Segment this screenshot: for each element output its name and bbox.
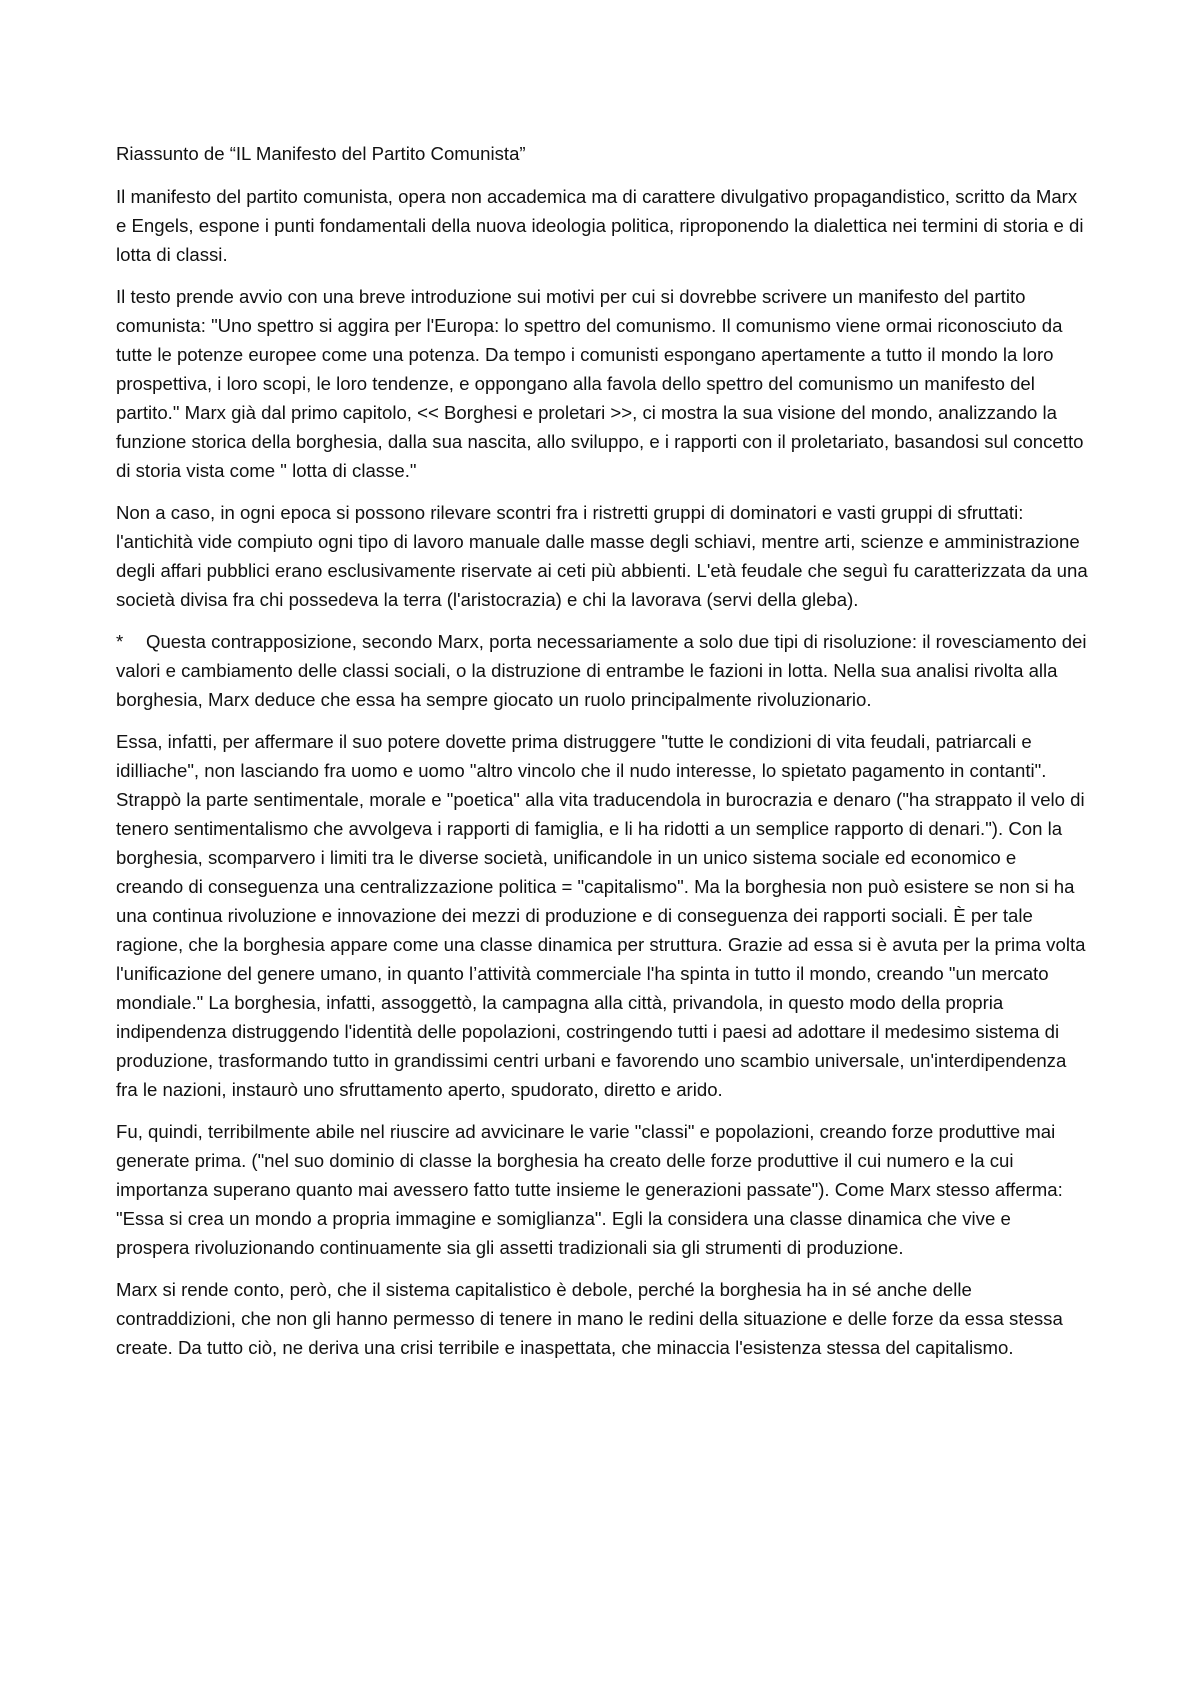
bullet-paragraph-text: Questa contrapposizione, secondo Marx, porta necessariamente a solo due tipi di risoluzione: il rovesciamento dei valori e cambiamento delle classi sociali, o la distruzione di entrambe le fazioni in lotta. Nella sua analisi rivolta alla borghesia, Marx deduce che essa ha sempre giocato un ruolo principalmente rivoluzionario.	[116, 631, 1087, 710]
bullet-paragraph	[116, 627, 1088, 714]
paragraph-epoche: Non a caso, in ogni epoca si possono rilevare scontri fra i ristretti gruppi di dominatori e vasti gruppi di sfruttati: l'antichità vide compiuto ogni tipo di lavoro manuale dalle masse degli schiavi, mentre arti, scienze e amministrazione degli affari pubblici erano esclusivamente riservate ai ceti più abbienti. L'età feudale che seguì fu caratterizzata da una società divisa fra chi possedeva la terra (l'aristocrazia) e chi la lavorava (servi della gleba).	[116, 502, 1088, 610]
document-page	[116, 139, 1088, 1375]
paragraph-crisi: Marx si rende conto, però, che il sistema capitalistico è debole, perché la borghesia ha in sé anche delle contraddizioni, che non gli hanno permesso di tenere in mano le redini della situazione e delle forze da essa stessa create. Da tutto ciò, ne deriva una crisi terribile e inaspettata, che minaccia l'esistenza stessa del capitalismo.	[116, 1279, 1063, 1358]
paragraph-intro: Il manifesto del partito comunista, opera non accademica ma di carattere divulgativo propagandistico, scritto da Marx e Engels, espone i punti fondamentali della nuova ideologia politica, riproponendo la dialettica nei termini di storia e di lotta di classi.	[116, 186, 1084, 265]
document-title: Riassunto de “IL Manifesto del Partito Comunista”	[116, 143, 526, 164]
paragraph-forze-produttive: Fu, quindi, terribilmente abile nel riuscire ad avvicinare le varie "classi" e popolazioni, creando forze produttive mai generate prima. ("nel suo dominio di classe la borghesia ha creato delle forze produttive il cui numero e la cui importanza superano quanto mai avessero fatto tutte insieme le generazioni passate"). Come Marx stesso afferma: "Essa si crea un mondo a propria immagine e somiglianza". Egli la considera una classe dinamica che vive e prospera rivoluzionando continuamente sia gli assetti tradizionali sia gli strumenti di produzione.	[116, 1121, 1063, 1258]
bullet-marker: *	[116, 631, 124, 652]
paragraph-spettro: Il testo prende avvio con una breve introduzione sui motivi per cui si dovrebbe scrivere un manifesto del partito comunista: "Uno spettro si aggira per l'Europa: lo spettro del comunismo. Il comunismo viene ormai riconosciuto da tutte le potenze europee come una potenza. Da tempo i comunisti espongano apertamente a tutto il mondo la loro prospettiva, i loro scopi, le loro tendenze, e oppongano alla favola dello spettro del comunismo un manifesto del partito." Marx già dal primo capitolo, << Borghesi e proletari >>, ci mostra la sua visione del mondo, analizzando la funzione storica della borghesia, dalla sua nascita, allo sviluppo, e i rapporti con il proletariato, basandosi sul concetto di storia vista come " lotta di classe."	[116, 286, 1084, 481]
paragraph-potere: Essa, infatti, per affermare il suo potere dovette prima distruggere "tutte le condizioni di vita feudali, patriarcali e idilliache", non lasciando fra uomo e uomo "altro vincolo che il nudo interesse, lo spietato pagamento in contanti". Strappò la parte sentimentale, morale e "poetica" alla vita traducendola in burocrazia e denaro ("ha strappato il velo di tenero sentimentalismo che avvolgeva i rapporti di famiglia, e li ha ridotti a un semplice rapporto di denari."). Con la borghesia, scomparvero i limiti tra le diverse società, unificandole in un unico sistema sociale ed economico e creando di conseguenza una centralizzazione politica = "capitalismo". Ma la borghesia non può esistere se non si ha una continua rivoluzione e innovazione dei mezzi di produzione e di conseguenza dei rapporti sociali. È per tale ragione, che la borghesia appare come una classe dinamica per struttura. Grazie ad essa si è avuta per la prima volta l'unificazione del genere umano, in quanto l’attività commerciale l'ha spinta in tutto il mondo, creando "un mercato mondiale." La borghesia, infatti, assoggettò, la campagna alla città, privandola, in questo modo della propria indipendenza distruggendo l'identità delle popolazioni, costringendo tutti i paesi ad adottare il medesimo sistema di produzione, trasformando tutto in grandissimi centri urbani e favorendo uno scambio universale, un'interdipendenza fra le nazioni, instaurò uno sfruttamento aperto, spudorato, diretto e arido.	[116, 731, 1086, 1100]
